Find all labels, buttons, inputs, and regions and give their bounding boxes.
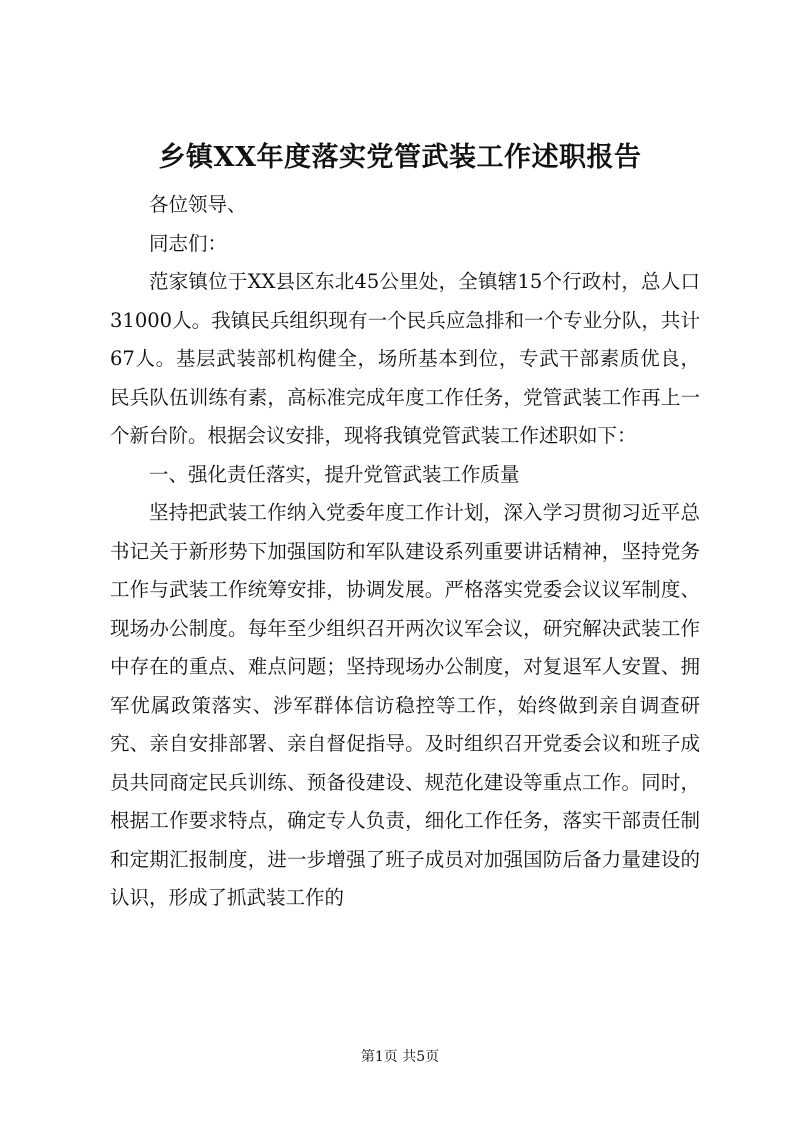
salutation-leaders: 各位领导、 bbox=[149, 193, 247, 216]
salutation-comrades: 同志们： bbox=[149, 231, 228, 255]
document-title: 乡镇XX年度落实党管武装工作述职报告 bbox=[158, 142, 642, 173]
section-heading-1: 一、强化责任落实，提升党管武装工作质量 bbox=[149, 462, 520, 486]
paragraph-intro: 范家镇位于XX县区东北45公里处，全镇辖15个行政村，总人口31000人。我镇民兵组织现有一个民兵应急排和一个专业分队，共计67人。基层武装部机构健全，场所基本到位，专武干部素质优良，民兵队伍训练有素，高标准完成年度工作任务，党管武装工作再上一个新台阶。根据会议安排，现将我镇党管武装工作述职如下： bbox=[110, 270, 700, 447]
page-number: 第1页 共5页 bbox=[360, 1049, 440, 1065]
paragraph-section-1: 坚持把武装工作纳入党委年度工作计划，深入学习贯彻习近平总书记关于新形势下加强国防和军队建设系列重要讲话精神，坚持党务工作与武装工作统筹安排，协调发展。严格落实党委会议议军制度、现场办公制度。每年至少组织召开两次议军会议，研究解决武装工作中存在的重点、难点问题；坚持现场办公制度，对复退军人安置、拥军优属政策落实、涉军群体信访稳控等工作，始终做到亲自调查研究、亲自安排部署、亲自督促指导。及时组织召开党委会议和班子成员共同商定民兵训练、预备役建设、规范化建设等重点工作。同时，根据工作要求特点，确定专人负责，细化工作任务，落实干部责任制和定期汇报制度，进一步增强了班子成员对加强国防后备力量建设的认识，形成了抓武装工作的 bbox=[110, 501, 700, 909]
document-body bbox=[110, 186, 700, 918]
